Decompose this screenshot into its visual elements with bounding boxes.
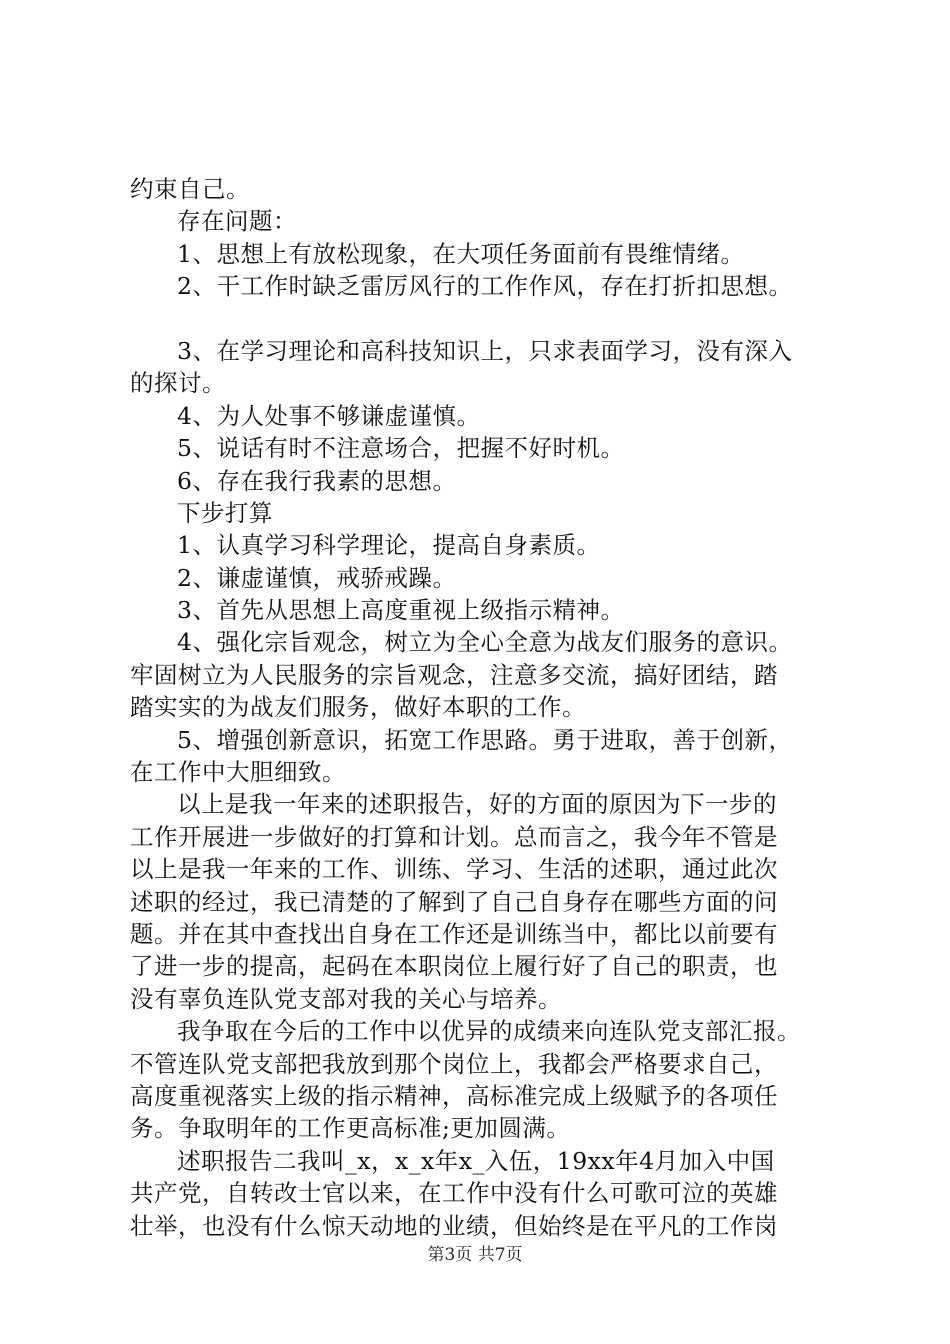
text-line: 5、增强创新意识，拓宽工作思路。勇于进取，善于创新， <box>177 725 793 754</box>
paragraph-gap <box>130 303 850 335</box>
text-line: 2、干工作时缺乏雷厉风行的工作作风，存在打折扣思想。 <box>177 272 793 301</box>
text-line: 约束自己。 <box>130 175 250 203</box>
text-line: 5、说话有时不注意场合，把握不好时机。 <box>177 434 625 463</box>
text-line: 1、认真学习科学理论，提高自身素质。 <box>177 531 601 560</box>
text-line: 6、存在我行我素的思想。 <box>177 466 457 495</box>
text-line: 高度重视落实上级的指示精神，高标准完成上级赋予的各项任 <box>130 1081 778 1110</box>
text-line: 3、在学习理论和高科技知识上，只求表面学习，没有深入 <box>177 336 793 365</box>
text-line: 以上是我一年来的述职报告，好的方面的原因为下一步的 <box>177 790 777 819</box>
text-line: 共产党，自转改士官以来，在工作中没有什么可歌可泣的英雄 <box>130 1179 778 1208</box>
section-heading-problems: 存在问题： <box>177 207 297 236</box>
document-body <box>130 173 850 1242</box>
text-line: 2、谦虚谨慎，戒骄戒躁。 <box>177 563 457 592</box>
text-line: 4、为人处事不够谦虚谨慎。 <box>177 401 481 430</box>
text-line: 壮举，也没有什么惊天动地的业绩，但始终是在平凡的工作岗 <box>130 1211 778 1240</box>
text-line: 了进一步的提高，起码在本职岗位上履行好了自己的职责，也 <box>130 952 778 981</box>
text-line: 牢固树立为人民服务的宗旨观念，注意多交流，搞好团结，踏 <box>130 660 778 689</box>
text-line: 4、强化宗旨观念，树立为全心全意为战友们服务的意识。 <box>177 628 793 657</box>
text-line: 3、首先从思想上高度重视上级指示精神。 <box>177 596 625 625</box>
text-line: 不管连队党支部把我放到那个岗位上，我都会严格要求自己， <box>130 1049 778 1078</box>
text-line: 我争取在今后的工作中以优异的成绩来向连队党支部汇报。 <box>177 1017 801 1046</box>
text-line: 工作开展进一步做好的打算和计划。总而言之，我今年不管是 <box>130 822 778 851</box>
text-line: 没有辜负连队党支部对我的关心与培养。 <box>130 984 562 1013</box>
page-number: 第3页 共7页 <box>427 1245 523 1265</box>
text-line: 述职报告二我叫_x，x_x年x_入伍，19xx年4月加入中国 <box>177 1146 775 1175</box>
text-line: 在工作中大胆细致。 <box>130 758 346 787</box>
text-line: 1、思想上有放松现象，在大项任务面前有畏维情绪。 <box>177 239 745 268</box>
text-line: 述职的经过，我已清楚的了解到了自己自身存在哪些方面的问 <box>130 887 778 916</box>
text-line: 题。并在其中查找出自身在工作还是训练当中，都比以前要有 <box>130 919 778 948</box>
text-line: 的探讨。 <box>130 369 226 398</box>
text-line: 务。争取明年的工作更高标准;更加圆满。 <box>130 1114 571 1143</box>
section-heading-plans: 下步打算 <box>177 498 273 527</box>
text-line: 以上是我一年来的工作、训练、学习、生活的述职，通过此次 <box>130 855 778 884</box>
text-line: 踏实实的为战友们服务，做好本职的工作。 <box>130 693 586 722</box>
